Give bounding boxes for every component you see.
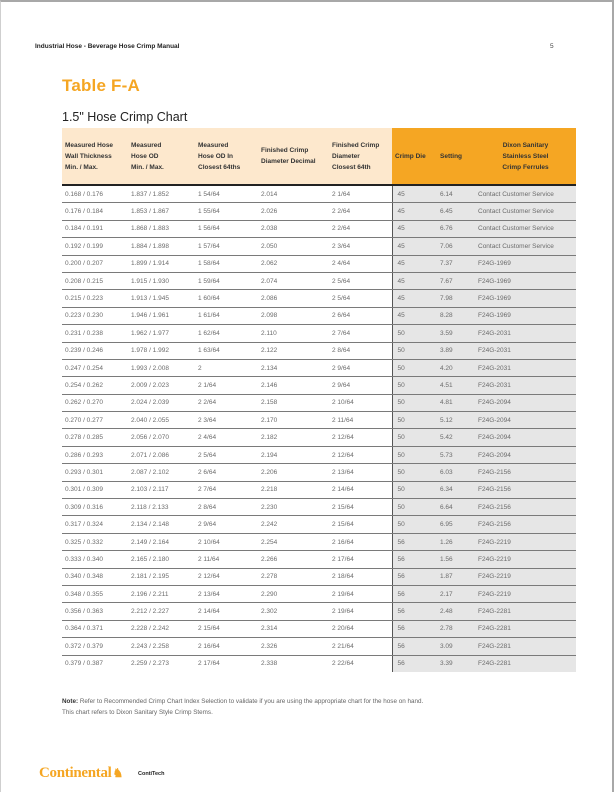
table-cell: 2.050 xyxy=(258,238,329,255)
table-row xyxy=(62,429,576,446)
table-cell: 2.118 / 2.133 xyxy=(128,499,195,516)
table-cell: 0.192 / 0.199 xyxy=(62,238,128,255)
table-cell: F24G-2281 xyxy=(475,655,576,672)
table-cell: Contact Customer Service xyxy=(475,185,576,203)
table-cell: 2 7/64 xyxy=(329,325,392,342)
table-cell: 1 62/64 xyxy=(195,325,258,342)
table-cell: 0.301 / 0.309 xyxy=(62,481,128,498)
table-row xyxy=(62,394,576,411)
table-row xyxy=(62,585,576,602)
table-cell: 56 xyxy=(392,585,437,602)
table-cell: 1.946 / 1.961 xyxy=(128,307,195,324)
table-cell: 0.254 / 0.262 xyxy=(62,377,128,394)
table-row xyxy=(62,620,576,637)
table-cell: 1 56/64 xyxy=(195,220,258,237)
table-cell: 2 3/64 xyxy=(195,412,258,429)
table-cell: 4.51 xyxy=(437,377,475,394)
table-cell: 1 61/64 xyxy=(195,307,258,324)
column-header-line: Stainless Steel xyxy=(502,152,549,160)
table-row xyxy=(62,412,576,429)
table-cell: 45 xyxy=(392,290,437,307)
table-cell: 0.286 / 0.293 xyxy=(62,446,128,463)
table-cell: F24G-2031 xyxy=(475,377,576,394)
table-cell: 50 xyxy=(392,342,437,359)
table-cell: 0.309 / 0.316 xyxy=(62,499,128,516)
table-cell: 2.026 xyxy=(258,203,329,220)
table-cell: 2 13/64 xyxy=(195,585,258,602)
table-cell: 2.024 / 2.039 xyxy=(128,394,195,411)
continental-logo xyxy=(39,765,123,782)
column-header-line: Diameter Decimal xyxy=(261,158,316,165)
column-header-line: Closest 64ths xyxy=(198,163,241,171)
table-row xyxy=(62,655,576,672)
table-cell: 2.098 xyxy=(258,307,329,324)
page-number: 5 xyxy=(550,43,554,50)
table-cell: 1 58/64 xyxy=(195,255,258,272)
table-cell: 3.59 xyxy=(437,325,475,342)
table-cell: 56 xyxy=(392,533,437,550)
table-cell: 2 9/64 xyxy=(195,516,258,533)
table-cell: 1.87 xyxy=(437,568,475,585)
table-cell: 2 3/64 xyxy=(329,238,392,255)
division-name: ContiTech xyxy=(138,771,165,777)
table-row xyxy=(62,359,576,376)
table-cell: 1.915 / 1.930 xyxy=(128,272,195,289)
table-cell: F24G-2031 xyxy=(475,342,576,359)
table-cell: 1 55/64 xyxy=(195,203,258,220)
table-cell: F24G-2094 xyxy=(475,429,576,446)
table-cell: 4.20 xyxy=(437,359,475,376)
table-cell: 2.259 / 2.273 xyxy=(131,660,169,668)
table-cell: 6.34 xyxy=(437,481,475,498)
column-header-line: Measured xyxy=(131,141,162,149)
table-cell: 45 xyxy=(392,203,437,220)
running-header: Industrial Hose - Beverage Hose Crimp Manual xyxy=(35,43,180,50)
table-cell: 2.218 xyxy=(258,481,329,498)
table-row xyxy=(62,290,576,307)
table-cell: 2.040 / 2.055 xyxy=(128,412,195,429)
table-cell: 2.206 xyxy=(258,464,329,481)
table-row xyxy=(62,568,576,585)
table-row xyxy=(62,603,576,620)
column-header xyxy=(258,128,329,185)
table-cell: 2 4/64 xyxy=(329,255,392,272)
table-cell: Contact Customer Service xyxy=(475,220,576,237)
table-cell: 2.17 xyxy=(437,585,475,602)
column-header xyxy=(62,128,128,185)
table-cell: 56 xyxy=(392,638,437,655)
table-cell: 2.196 / 2.211 xyxy=(128,585,195,602)
table-cell: 2 xyxy=(195,359,258,376)
table-row xyxy=(62,220,576,237)
table-row xyxy=(62,203,576,220)
table-cell: 50 xyxy=(392,481,437,498)
column-header xyxy=(392,128,437,185)
table-cell: 50 xyxy=(392,499,437,516)
table-cell: 45 xyxy=(392,238,437,255)
table-cell: 3.89 xyxy=(437,342,475,359)
table-cell: 2.071 / 2.086 xyxy=(128,446,195,463)
table-cell: 2.014 xyxy=(258,185,329,203)
table-cell: 0.372 / 0.379 xyxy=(62,638,128,655)
table-cell: F24G-2219 xyxy=(475,533,576,550)
table-cell: 2.314 xyxy=(258,620,329,637)
table-cell: F24G-2031 xyxy=(475,325,576,342)
table-row xyxy=(62,342,576,359)
table-cell: 2.302 xyxy=(258,603,329,620)
table-cell: 2 6/64 xyxy=(329,307,392,324)
table-cell: 2 5/64 xyxy=(329,272,392,289)
table-cell: 45 xyxy=(392,185,437,203)
table-cell: 1.978 / 1.992 xyxy=(128,342,195,359)
table-cell: 2.326 xyxy=(258,638,329,655)
table-cell: 2 9/64 xyxy=(329,377,392,394)
table-cell: 2.110 xyxy=(258,325,329,342)
table-cell: 56 xyxy=(392,568,437,585)
horse-icon: ♞ xyxy=(112,766,124,780)
table-cell: 0.364 / 0.371 xyxy=(62,620,128,637)
table-row xyxy=(62,464,576,481)
table-cell: 6.95 xyxy=(437,516,475,533)
table-cell: 0.379 / 0.387 xyxy=(65,660,103,668)
table-cell: 6.64 xyxy=(437,499,475,516)
table-row xyxy=(62,255,576,272)
table-cell: 0.325 / 0.332 xyxy=(62,533,128,550)
table-row xyxy=(62,446,576,463)
table-cell: 50 xyxy=(392,429,437,446)
table-cell: 50 xyxy=(392,325,437,342)
table-cell: Contact Customer Service xyxy=(475,238,576,255)
table-cell: 2 11/64 xyxy=(195,551,258,568)
table-row xyxy=(62,499,576,516)
table-cell: F24G-1969 xyxy=(475,307,576,324)
table-cell: 2 1/64 xyxy=(195,377,258,394)
column-header xyxy=(128,128,195,185)
table-row xyxy=(62,638,576,655)
table-cell: F24G-2156 xyxy=(475,516,576,533)
table-cell: 1.962 / 1.977 xyxy=(128,325,195,342)
table-row xyxy=(62,533,576,550)
chart-note xyxy=(62,696,423,718)
column-header-line: Crimp Die xyxy=(395,152,426,160)
table-cell: 2 1/64 xyxy=(329,185,392,203)
table-cell: 1.837 / 1.852 xyxy=(128,185,195,203)
table-cell: 2 4/64 xyxy=(195,429,258,446)
table-cell: 6.45 xyxy=(437,203,475,220)
crimp-chart-table xyxy=(62,128,576,672)
table-cell: F24G-2219 xyxy=(475,551,576,568)
table-cell: 5.42 xyxy=(437,429,475,446)
table-cell: 2 5/64 xyxy=(195,446,258,463)
table-cell: 0.333 / 0.340 xyxy=(62,551,128,568)
table-cell: 1.26 xyxy=(437,533,475,550)
table-cell: 2.242 xyxy=(258,516,329,533)
table-cell: 0.348 / 0.355 xyxy=(62,585,128,602)
logo-wordmark: Continental xyxy=(39,765,112,781)
table-cell: 0.168 / 0.176 xyxy=(62,185,128,203)
table-cell: 0.270 / 0.277 xyxy=(62,412,128,429)
table-cell: 2.266 xyxy=(258,551,329,568)
table-cell: 56 xyxy=(392,603,437,620)
table-cell: 2 16/64 xyxy=(329,533,392,550)
table-cell: F24G-1969 xyxy=(475,290,576,307)
table-cell: 50 xyxy=(392,412,437,429)
table-cell: 1.913 / 1.945 xyxy=(128,290,195,307)
table-cell: 56 xyxy=(392,551,437,568)
chart-title: 1.5" Hose Crimp Chart xyxy=(62,110,188,124)
table-row xyxy=(62,272,576,289)
table-cell: 2.086 xyxy=(258,290,329,307)
table-cell: 2.212 / 2.227 xyxy=(128,603,195,620)
table-cell: 2 2/64 xyxy=(329,220,392,237)
table-cell: 2.122 xyxy=(258,342,329,359)
table-cell: 2 10/64 xyxy=(195,533,258,550)
table-cell: 2 2/64 xyxy=(329,203,392,220)
table-cell: 1.993 / 2.008 xyxy=(128,359,195,376)
column-header xyxy=(195,128,258,185)
table-cell: F24G-2281 xyxy=(475,620,576,637)
column-header-line: Measured Hose xyxy=(65,141,114,149)
table-cell: 2.254 xyxy=(258,533,329,550)
table-cell: 7.98 xyxy=(437,290,475,307)
table-cell: 0.184 / 0.191 xyxy=(62,220,128,237)
table-cell: 0.247 / 0.254 xyxy=(62,359,128,376)
table-cell: 2 15/64 xyxy=(329,516,392,533)
table-cell: 2 7/64 xyxy=(195,481,258,498)
table-cell: 0.293 / 0.301 xyxy=(62,464,128,481)
table-cell: F24G-1969 xyxy=(475,255,576,272)
table-cell: 2.087 / 2.102 xyxy=(128,464,195,481)
table-cell: 1.56 xyxy=(437,551,475,568)
table-cell: 50 xyxy=(392,377,437,394)
table-cell: 2 14/64 xyxy=(329,481,392,498)
table-cell: 6.03 xyxy=(437,464,475,481)
table-cell: 2 19/64 xyxy=(329,603,392,620)
table-cell: 2.338 xyxy=(261,660,278,668)
table-cell: 2 12/64 xyxy=(195,568,258,585)
table-cell: 2.243 / 2.258 xyxy=(128,638,195,655)
table-body xyxy=(62,185,576,672)
table-cell: 2 15/64 xyxy=(329,499,392,516)
table-cell: F24G-2219 xyxy=(475,568,576,585)
table-cell: 50 xyxy=(392,446,437,463)
column-header-line: Finished Crimp xyxy=(332,141,380,149)
table-cell: 0.176 / 0.184 xyxy=(62,203,128,220)
table-cell: 1 63/64 xyxy=(195,342,258,359)
table-cell: 7.06 xyxy=(437,238,475,255)
table-cell: 2.228 / 2.242 xyxy=(128,620,195,637)
table-cell: 2 2/64 xyxy=(195,394,258,411)
table-cell: F24G-2156 xyxy=(475,481,576,498)
table-cell: 2 17/64 xyxy=(329,551,392,568)
table-cell: F24G-2094 xyxy=(475,412,576,429)
column-header xyxy=(329,128,392,185)
table-cell: 1.899 / 1.914 xyxy=(128,255,195,272)
table-cell: 2.158 xyxy=(258,394,329,411)
table-cell: 2 18/64 xyxy=(329,568,392,585)
table-cell: 2.181 / 2.195 xyxy=(128,568,195,585)
table-cell: 2 10/64 xyxy=(329,394,392,411)
table-cell: 8.28 xyxy=(437,307,475,324)
note-label: Note: xyxy=(62,698,79,705)
column-header-line: Dixon Sanitary xyxy=(502,141,549,149)
table-cell: 2.230 xyxy=(258,499,329,516)
table-cell: 2 6/64 xyxy=(195,464,258,481)
table-cell: 45 xyxy=(392,307,437,324)
table-cell: 2.48 xyxy=(437,603,475,620)
table-row xyxy=(62,325,576,342)
table-cell: 2.074 xyxy=(258,272,329,289)
table-row xyxy=(62,377,576,394)
note-line-1: Refer to Recommended Crimp Chart Index Selection to validate if you are using the appropriate chart for the hose on hand. xyxy=(78,698,424,705)
table-cell: F24G-2031 xyxy=(475,359,576,376)
column-header-line: Diameter xyxy=(332,152,360,160)
table-cell: 1.868 / 1.883 xyxy=(128,220,195,237)
table-cell: 3.39 xyxy=(437,655,475,672)
table-cell: 2.038 xyxy=(258,220,329,237)
table-cell: 6.76 xyxy=(437,220,475,237)
table-cell: 2 12/64 xyxy=(329,429,392,446)
column-header-line: Measured xyxy=(198,141,229,149)
column-header-line: Wall Thickness xyxy=(65,152,112,160)
table-header-row xyxy=(62,128,576,185)
note-line-2: This chart refers to Dixon Sanitary Style Crimp Stems. xyxy=(62,709,213,716)
column-header-line: Hose OD In xyxy=(198,152,234,160)
table-cell: 2.78 xyxy=(437,620,475,637)
column-header-line: Setting xyxy=(440,152,463,160)
table-cell: 0.317 / 0.324 xyxy=(62,516,128,533)
table-cell: 2 17/64 xyxy=(198,660,220,668)
table-cell: 2.103 / 2.117 xyxy=(128,481,195,498)
table-cell: 5.12 xyxy=(437,412,475,429)
table-cell: 2 11/64 xyxy=(329,412,392,429)
table-cell: 2 15/64 xyxy=(195,620,258,637)
table-cell: 2.009 / 2.023 xyxy=(128,377,195,394)
table-cell: 2.290 xyxy=(258,585,329,602)
table-cell: 0.262 / 0.270 xyxy=(62,394,128,411)
table-cell: 0.239 / 0.246 xyxy=(62,342,128,359)
table-cell: 2.062 xyxy=(258,255,329,272)
table-cell: 50 xyxy=(392,359,437,376)
table-cell: 45 xyxy=(392,220,437,237)
table-row xyxy=(62,185,576,203)
table-cell: 56 xyxy=(392,655,437,672)
table-cell: F24G-2094 xyxy=(475,446,576,463)
table-cell: 2.278 xyxy=(258,568,329,585)
table-cell: F24G-2281 xyxy=(475,638,576,655)
table-row xyxy=(62,516,576,533)
table-row xyxy=(62,238,576,255)
table-cell: 4.81 xyxy=(437,394,475,411)
table-cell: 56 xyxy=(392,620,437,637)
column-header-line: Min. / Max. xyxy=(131,163,164,171)
table-cell: 0.340 / 0.348 xyxy=(62,568,128,585)
table-cell: 2 8/64 xyxy=(195,499,258,516)
table-cell: 2.165 / 2.180 xyxy=(128,551,195,568)
table-cell: F24G-2094 xyxy=(475,394,576,411)
table-cell: 2.194 xyxy=(258,446,329,463)
column-header-line: Hose OD xyxy=(131,152,159,160)
table-cell: 2.170 xyxy=(258,412,329,429)
table-cell: 2 19/64 xyxy=(329,585,392,602)
table-cell: 1 60/64 xyxy=(195,290,258,307)
table-cell: 2.149 / 2.164 xyxy=(128,533,195,550)
table-cell: 2.182 xyxy=(258,429,329,446)
table-cell: F24G-2156 xyxy=(475,464,576,481)
table-cell: 0.223 / 0.230 xyxy=(62,307,128,324)
table-cell: 7.37 xyxy=(437,255,475,272)
table-cell: 2.134 xyxy=(258,359,329,376)
table-cell: 2 20/64 xyxy=(329,620,392,637)
table-row xyxy=(62,481,576,498)
table-cell: 2 21/64 xyxy=(329,638,392,655)
table-cell: 2 22/64 xyxy=(332,660,354,668)
table-cell: 2 9/64 xyxy=(329,359,392,376)
table-cell: 50 xyxy=(392,464,437,481)
table-cell: 2.134 / 2.148 xyxy=(128,516,195,533)
table-cell: 0.278 / 0.285 xyxy=(62,429,128,446)
table-cell: 2 8/64 xyxy=(329,342,392,359)
table-cell: 0.215 / 0.223 xyxy=(62,290,128,307)
table-cell: 6.14 xyxy=(437,185,475,203)
column-header-line: Crimp Ferrules xyxy=(502,163,549,171)
table-cell: 1.853 / 1.867 xyxy=(128,203,195,220)
table-cell: Contact Customer Service xyxy=(475,203,576,220)
table-cell: 5.73 xyxy=(437,446,475,463)
table-cell: 45 xyxy=(392,272,437,289)
table-row xyxy=(62,307,576,324)
table-cell: F24G-2219 xyxy=(475,585,576,602)
table-cell: 1 57/64 xyxy=(195,238,258,255)
table-cell: 50 xyxy=(392,516,437,533)
table-cell: 1.884 / 1.898 xyxy=(128,238,195,255)
table-cell: 1 59/64 xyxy=(195,272,258,289)
table-cell: F24G-1969 xyxy=(475,272,576,289)
table-cell: 2 16/64 xyxy=(195,638,258,655)
table-row xyxy=(62,551,576,568)
table-cell: F24G-2156 xyxy=(475,499,576,516)
table-cell: 2 12/64 xyxy=(329,446,392,463)
table-cell: 0.208 / 0.215 xyxy=(62,272,128,289)
table-cell: 2 14/64 xyxy=(195,603,258,620)
table-cell: 2 5/64 xyxy=(329,290,392,307)
column-header xyxy=(437,128,475,185)
table-cell: 50 xyxy=(392,394,437,411)
table-cell: 3.09 xyxy=(437,638,475,655)
table-cell: 0.200 / 0.207 xyxy=(62,255,128,272)
table-cell: F24G-2281 xyxy=(475,603,576,620)
table-cell: 45 xyxy=(392,255,437,272)
table-cell: 2.146 xyxy=(258,377,329,394)
table-cell: 0.231 / 0.238 xyxy=(62,325,128,342)
table-cell: 1 54/64 xyxy=(195,185,258,203)
table-cell: 2.056 / 2.070 xyxy=(128,429,195,446)
table-title: Table F-A xyxy=(62,76,140,95)
column-header-line: Closest 64th xyxy=(332,163,371,171)
table-cell: 2 13/64 xyxy=(329,464,392,481)
column-header xyxy=(475,128,576,185)
column-header-line: Min. / Max. xyxy=(65,163,98,171)
table-cell: 0.356 / 0.363 xyxy=(62,603,128,620)
table-cell: 7.67 xyxy=(437,272,475,289)
column-header-line: Finished Crimp xyxy=(261,147,309,154)
